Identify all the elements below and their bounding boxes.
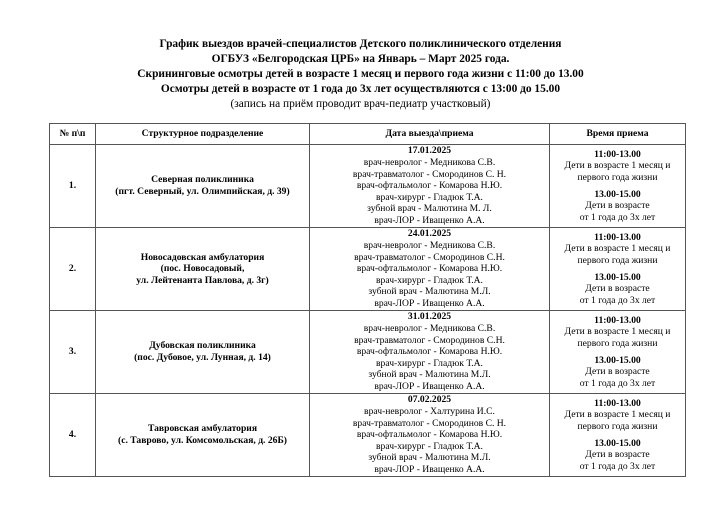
visit-date-cell [310,311,550,394]
time-slot-2-desc: от 1 года до 3х лет [579,377,656,389]
table-row [50,394,686,477]
doctor-line: врач-хирург - Гладюк Т.А. [376,191,483,203]
time-slot-2: 13.00-15.00 [594,354,641,366]
time-slot-2-desc: Дети в возрасте [585,283,650,295]
table-header-row [50,124,686,145]
time-slot-1: 11:00-13.00 [594,314,641,326]
time-slot-2: 13.00-15.00 [594,271,641,283]
title-line-1: График выездов врачей-специалистов Детского поликлинического отделения [159,38,562,50]
doctor-line: врач-хирург - Гладюк Т.А. [376,440,483,452]
row-number: 4. [50,394,96,477]
reception-time-cell [550,145,686,228]
time-slot-1-desc: Дети в возрасте 1 месяц и первого года жизни [564,243,671,266]
table-row [50,311,686,394]
structural-unit [96,145,310,228]
unit-address-2: ул. Лейтенанта Павлова, д. 3г) [136,274,269,286]
column-header: Время приема [550,124,686,145]
visit-date-cell [310,145,550,228]
time-slot-1: 11:00-13.00 [594,148,641,160]
unit-address: (пгт. Северный, ул. Олимпийская, д. 39) [115,186,290,197]
reception-time-cell [550,394,686,477]
table-row [50,228,686,311]
doctor-line: зубной врач - Малютина М.Л. [368,452,491,464]
unit-name: Новосадовская амбулатория [140,251,265,263]
title-note: (запись на приём проводит врач-педиатр участковый) [230,98,491,110]
visit-date: 24.01.2025 [407,228,452,240]
time-slot-2-desc: от 1 года до 3х лет [579,294,656,306]
unit-address: (пос. Новосадовый, [160,263,245,275]
time-slot-2-desc: Дети в возрасте [585,200,650,212]
row-number: 3. [50,311,96,394]
reception-time-cell [550,311,686,394]
table-row [50,145,686,228]
row-number: 1. [50,145,96,228]
title-line-3: Скрининговые осмотры детей в возрасте 1 месяц и первого года жизни с 11:00 до 13.00 [137,68,584,80]
time-slot-2-desc: от 1 года до 3х лет [579,460,656,472]
visit-date: 07.02.2025 [407,394,452,406]
doctor-line: зубной врач - Малютина М. Л. [367,203,492,215]
doctor-line: врач-невролог - Медникова С.В. [363,323,496,335]
doctor-line: врач-ЛОР - Иващенко А.А. [374,463,485,475]
unit-name: Тавровская амбулатория [147,423,258,435]
doctor-line: врач-травматолог - Смородинов С.Н. [354,334,505,346]
time-slot-1-desc: Дети в возрасте 1 месяц и первого года жизни [564,409,671,432]
doctor-line: врач-офтальмолог - Комарова Н.Ю. [356,263,503,275]
time-slot-1-desc: Дети в возрасте 1 месяц и первого года жизни [564,160,671,183]
doctor-line: врач-офтальмолог - Комарова Н.Ю. [356,180,503,192]
time-slot-2-desc: Дети в возрасте [585,366,650,378]
time-slot-2: 13.00-15.00 [594,188,641,200]
doctor-line: врач-невролог - Медникова С.В. [363,157,496,169]
row-number: 2. [50,228,96,311]
doctor-line: врач-невролог - Халтурина И.С. [364,406,495,418]
doctor-line: зубной врач - Малютина М.Л. [368,369,491,381]
visit-date: 17.01.2025 [407,145,452,157]
doctor-line: врач-травматолог - Смородинов С.Н. [354,251,505,263]
doctor-line: врач-ЛОР - Иващенко А.А. [374,214,485,226]
title-line-4: Осмотры детей в возрасте от 1 года до 3х лет осуществляются с 13:00 до 15.00 [160,83,561,95]
document-header [0,37,721,112]
structural-unit [96,228,310,311]
time-slot-2: 13.00-15.00 [594,437,641,449]
schedule-table [49,123,686,477]
doctor-line: врач-офтальмолог - Комарова Н.Ю. [356,429,503,441]
doctor-line: зубной врач - Малютина М.Л. [368,286,491,298]
visit-date-cell [310,228,550,311]
time-slot-1: 11:00-13.00 [594,397,641,409]
time-slot-2-desc: Дети в возрасте [585,449,650,461]
column-header: № п\п [50,124,96,145]
doctor-line: врач-невролог - Медникова С.В. [363,240,496,252]
visit-date: 31.01.2025 [407,311,452,323]
doctor-line: врач-травматолог - Смородинов С. Н. [352,168,507,180]
doctor-line: врач-хирург - Гладюк Т.А. [376,357,483,369]
doctor-line: врач-хирург - Гладюк Т.А. [376,274,483,286]
unit-address: (с. Таврово, ул. Комсомольская, д. 26Б) [118,435,287,446]
title-line-2: ОГБУЗ «Белгородская ЦРБ» на Январь – Март 2025 года. [211,53,510,65]
structural-unit [96,311,310,394]
doctor-line: врач-травматолог - Смородинов С. Н. [352,417,507,429]
time-slot-1-desc: Дети в возрасте 1 месяц и первого года жизни [564,326,671,349]
column-header: Дата выезда\приема [310,124,550,145]
doctor-line: врач-ЛОР - Иващенко А.А. [374,380,485,392]
column-header: Структурное подразделение [96,124,310,145]
unit-name: Северная поликлиника [151,174,254,186]
structural-unit [96,394,310,477]
doctor-line: врач-ЛОР - Иващенко А.А. [374,297,485,309]
time-slot-2-desc: от 1 года до 3х лет [579,211,656,223]
reception-time-cell [550,228,686,311]
visit-date-cell [310,394,550,477]
doctor-line: врач-офтальмолог - Комарова Н.Ю. [356,346,503,358]
unit-name: Дубовская поликлиника [149,340,256,352]
time-slot-1: 11:00-13.00 [594,231,641,243]
unit-address: (пос. Дубовое, ул. Лунная, д. 14) [134,352,271,363]
